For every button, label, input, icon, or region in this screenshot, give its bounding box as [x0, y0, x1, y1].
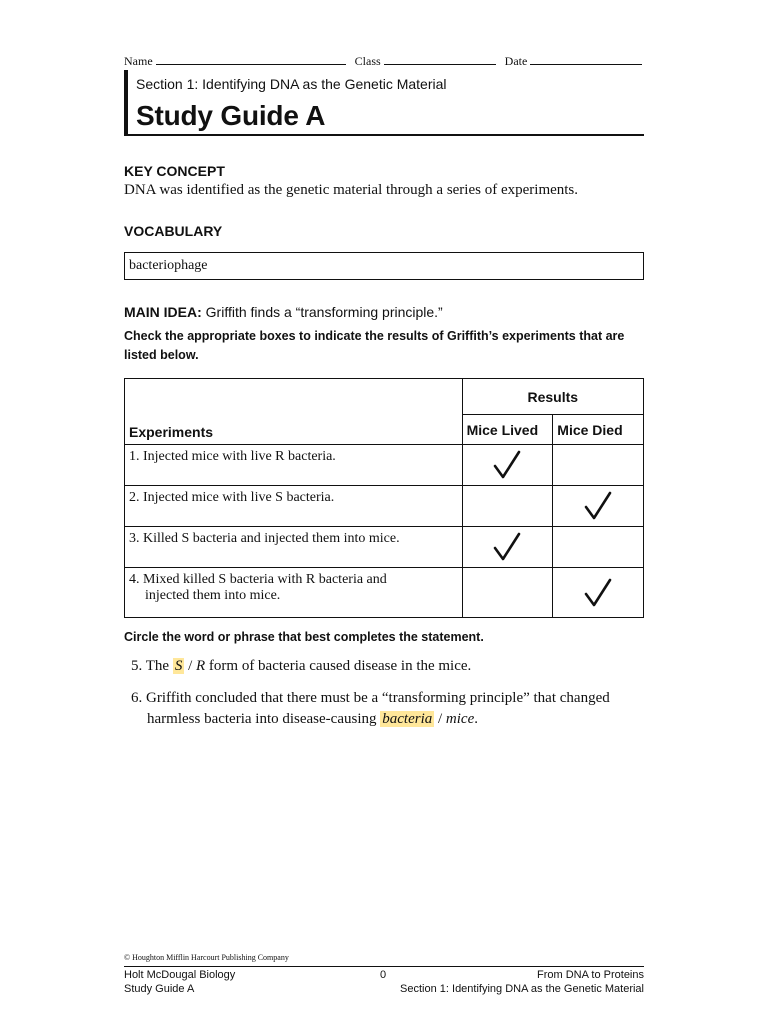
name-class-date-line — [124, 54, 644, 69]
griffith-results-table — [124, 378, 644, 618]
q5-choice-r[interactable]: R — [195, 658, 206, 674]
question-6 — [131, 688, 610, 730]
experiment-cell — [125, 527, 463, 568]
mice-died-checkbox[interactable] — [553, 527, 644, 568]
question-5 — [131, 656, 471, 677]
key-concept-heading: KEY CONCEPT — [124, 163, 225, 179]
table-instruction: Check the appropriate boxes to indicate the results of Griffith’s experiments that are listed below. — [124, 329, 625, 362]
q6-line1: 6. Griffith concluded that there must be a “transforming principle” that changed — [131, 690, 610, 706]
mice-lived-checkbox[interactable] — [462, 527, 553, 568]
experiment-cell — [125, 445, 463, 486]
copyright-notice: © Houghton Mifflin Harcourt Publishing Company — [124, 953, 289, 962]
vocabulary-box — [124, 252, 644, 280]
page-title: Study Guide A — [136, 100, 326, 131]
checkmark-icon — [557, 490, 639, 522]
mice-lived-checkbox[interactable] — [462, 486, 553, 527]
section-subtitle: Section 1: Identifying DNA as the Genetic Material — [136, 76, 447, 92]
q5-choice-s[interactable]: S — [174, 658, 183, 674]
experiment-text: 4. Mixed killed S bacteria with R bacteria and — [129, 572, 387, 587]
vocabulary-heading: VOCABULARY — [124, 223, 223, 239]
class-field[interactable] — [384, 54, 496, 65]
checkmark-icon — [467, 449, 549, 481]
class-label: Class — [354, 54, 381, 68]
date-label: Date — [504, 54, 528, 68]
experiments-header: Experiments — [125, 379, 463, 445]
main-idea-text: Griffith finds a “transforming principle.” — [205, 304, 443, 320]
q5-suffix: form of bacteria caused disease in the mice. — [208, 658, 472, 674]
q6-separator: / — [438, 711, 443, 727]
name-field[interactable] — [156, 54, 346, 65]
main-idea — [124, 304, 443, 320]
checkmark-icon — [467, 531, 549, 563]
mice-lived-header: Mice Lived — [462, 415, 553, 445]
experiment-cell — [125, 568, 463, 618]
mice-lived-checkbox[interactable] — [462, 568, 553, 618]
experiment-cell — [125, 486, 463, 527]
footer-book-title: Holt McDougal Biology — [124, 969, 236, 981]
q6-choice-mice[interactable]: mice — [445, 711, 475, 727]
table-row — [125, 527, 644, 568]
footer-section: Section 1: Identifying DNA as the Genetic Material — [400, 983, 644, 995]
q6-end: . — [474, 711, 478, 727]
table-row — [125, 486, 644, 527]
q5-separator: / — [188, 658, 193, 674]
mice-died-checkbox[interactable] — [553, 445, 644, 486]
results-header: Results — [462, 379, 643, 415]
footer-guide-name: Study Guide A — [124, 983, 195, 995]
date-field[interactable] — [530, 54, 642, 65]
mice-died-header: Mice Died — [553, 415, 644, 445]
q6-prefix: harmless bacteria into disease-causing — [147, 711, 377, 727]
q6-choice-bacteria[interactable]: bacteria — [382, 711, 433, 727]
table-row — [125, 568, 644, 618]
q5-prefix: 5. The — [131, 658, 170, 674]
checkmark-icon — [557, 577, 639, 609]
name-label: Name — [124, 54, 153, 68]
footer-chapter: From DNA to Proteins — [537, 969, 644, 981]
mice-died-checkbox[interactable] — [553, 568, 644, 618]
mice-lived-checkbox[interactable] — [462, 445, 553, 486]
vocabulary-term: bacteriophage — [129, 258, 208, 273]
title-block — [124, 70, 644, 136]
experiment-text: 1. Injected mice with live R bacteria. — [129, 449, 336, 464]
circle-instruction: Circle the word or phrase that best completes the statement. — [124, 630, 484, 644]
page-number: 0 — [380, 969, 387, 981]
mice-died-checkbox[interactable] — [553, 486, 644, 527]
table-row — [125, 445, 644, 486]
experiment-text: 2. Injected mice with live S bacteria. — [129, 490, 335, 505]
key-concept-text: DNA was identified as the genetic material through a series of experiments. — [124, 182, 579, 198]
main-idea-label: MAIN IDEA: — [124, 304, 202, 320]
experiment-text-continued: injected them into mice. — [145, 588, 281, 603]
experiment-text: 3. Killed S bacteria and injected them into mice. — [129, 531, 400, 546]
footer-divider — [124, 966, 644, 967]
